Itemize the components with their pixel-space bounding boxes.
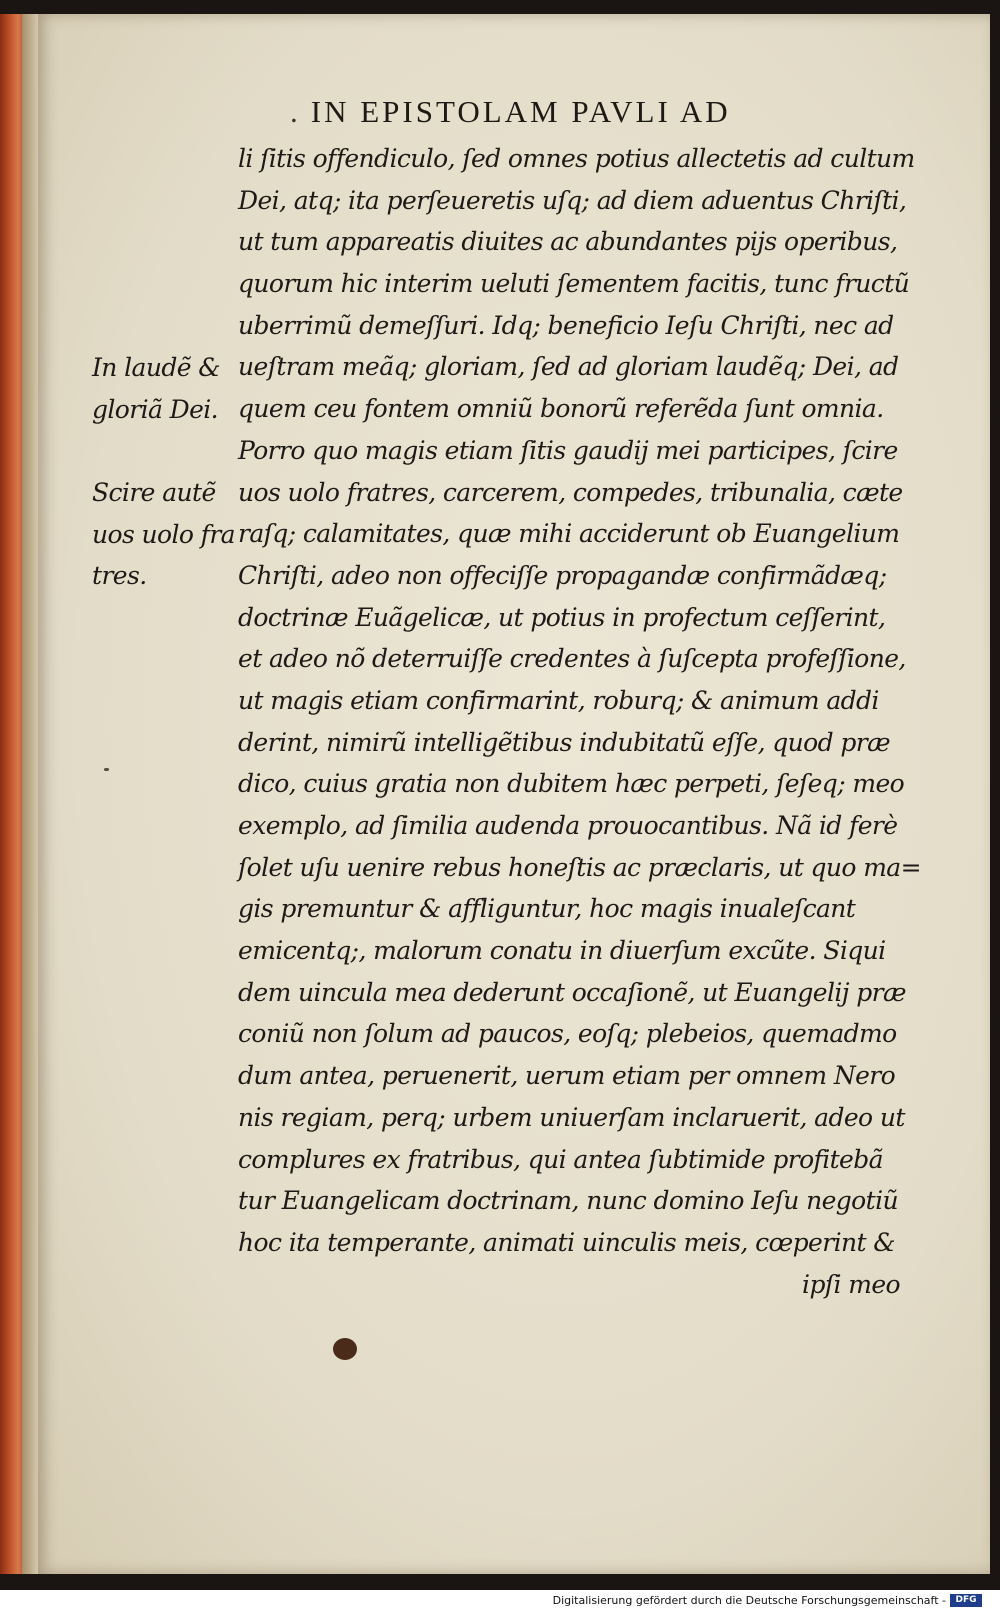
text-line: Dei, atq; ita perſeueretis uſq; ad diem aduentus Chriſti, — [238, 185, 907, 215]
text-line: Chriſti, adeo non offeciſſe propagandæ confirmãdæq; — [238, 560, 887, 590]
dfg-logo: DFG — [950, 1594, 982, 1607]
text-line: ſolet uſu uenire rebus honeſtis ac præclaris, ut quo ma= — [238, 852, 921, 882]
text-line: dum antea, peruenerit, uerum etiam per omnem Nero — [238, 1061, 896, 1091]
marginal-note-line: uos uolo fra — [92, 519, 235, 549]
running-head — [290, 94, 850, 130]
text-line: Porro quo magis etiam ſitis gaudij mei participes, ſcire — [238, 435, 898, 465]
text-line: et adeo nõ deterruiſſe credentes à ſuſcepta profeſſione, — [238, 644, 906, 674]
text-line: li ſitis offendiculo, ſed omnes potius allectetis ad cultum — [238, 144, 915, 173]
text-line: emicentq;, malorum conatu in diuerſum excũte. Siqui — [238, 936, 886, 966]
catchword: ipſi meo — [802, 1269, 900, 1299]
ink-blot — [333, 1338, 357, 1360]
marginal-note-line: tres. — [92, 561, 147, 591]
text-line: coniũ non ſolum ad paucos, eoſq; plebeios, quemadmo — [238, 1019, 897, 1049]
text-line: uos uolo fratres, carcerem, compedes, tribunalia, cæte — [238, 477, 903, 507]
marginal-note-line: Scire autẽ — [92, 478, 216, 507]
text-line: ut tum appareatis diuites ac abundantes pijs operibus, — [238, 227, 898, 257]
text-line: uberrimũ demeſſuri. Idq; beneficio Ieſu Chriſti, nec ad — [238, 310, 894, 340]
marginal-note-1 — [92, 347, 242, 430]
marginal-note-2 — [92, 472, 242, 597]
running-head-text: IN EPISTOLAM PAVLI AD — [310, 94, 731, 129]
text-line: quem ceu fontem omniũ bonorũ referẽda ſunt omnia. — [238, 394, 884, 424]
ornament-dot: . — [290, 94, 301, 129]
body-text — [238, 138, 938, 1305]
text-line: ut magis etiam confirmarint, roburq; & animum addi — [238, 685, 879, 715]
ink-speck — [104, 768, 109, 771]
marginal-note-line: gloriã Dei. — [92, 394, 219, 424]
text-line: tur Euangelicam doctrinam, nunc domino Ieſu negotiũ — [238, 1186, 898, 1216]
text-line: nis regiam, perq; urbem uniuerſam inclaruerit, adeo ut — [238, 1102, 905, 1132]
text-line: complures ex fratribus, qui antea ſubtimide profitebã — [238, 1144, 883, 1174]
text-line: exemplo, ad ſimilia audenda prouocantibus. Nã id ferè — [238, 811, 898, 840]
text-line: quorum hic interim ueluti ſementem facitis, tunc fructũ — [238, 269, 910, 299]
text-line: raſq; calamitates, quæ mihi acciderunt ob Euangelium — [238, 519, 900, 549]
text-line: gis premuntur & affliguntur, hoc magis inualeſcant — [238, 894, 856, 924]
text-line: dico, cuius gratia non dubitem hæc perpeti, ſeſeq; meo — [238, 769, 905, 799]
text-line: dem uincula mea dederunt occaſionẽ, ut Euangelij præ — [238, 977, 906, 1007]
digitization-credit: Digitalisierung gefördert durch die Deutsche Forschungsgemeinschaft - — [552, 1594, 946, 1607]
text-line: derint, nimirũ intelligẽtibus indubitatũ eſſe, quod præ — [238, 727, 891, 757]
text-line: doctrinæ Euãgelicæ, ut potius in profectum ceſſerint, — [238, 602, 886, 632]
text-line: ueſtram meãq; gloriam, ſed ad gloriam laudẽq; Dei, ad — [238, 352, 899, 382]
marginal-note-line: In laudẽ & — [92, 353, 220, 382]
text-line: hoc ita temperante, animati uinculis meis, cœperint & — [238, 1227, 895, 1257]
